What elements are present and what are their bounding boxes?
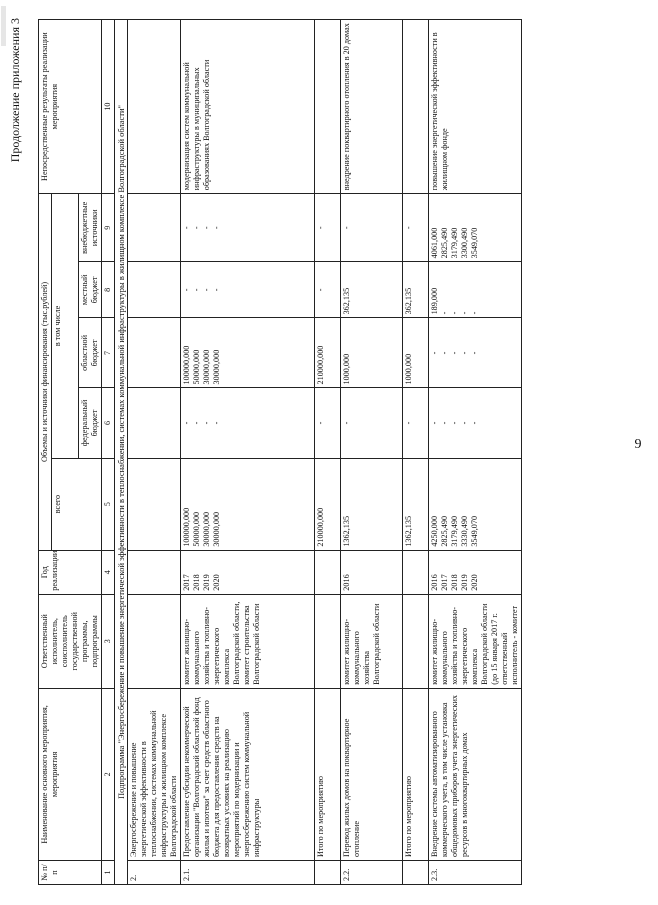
cell-total: 210000,000 [315,458,341,550]
cell-regional: 210000,000 [315,318,341,388]
header-extrabudget: внебюджетные источники [79,194,102,262]
header-funding: Объемы и источники финансирования (тыс.рублей) [39,194,52,550]
cell-local: - - - - [181,262,315,318]
cell-local [128,262,181,318]
cell-federal: - - - - [181,388,315,458]
header-name: Наименование основного мероприятия, мероприятия [39,688,102,860]
col-num: 8 [102,262,115,318]
cell-extrabudget: - [341,194,403,262]
header-regional: областной бюджет [79,318,102,388]
col-num: 4 [102,550,115,594]
cell-local: 362,135 [341,262,403,318]
table-row-total [315,20,341,885]
cell-name: Итого по мероприятию [403,688,429,860]
col-num: 5 [102,458,115,550]
cell-total [128,458,181,550]
cell-federal: - [341,388,403,458]
col-num: 6 [102,388,115,458]
col-num: 10 [102,20,115,194]
cell-year: 2016 [341,550,403,594]
header-no: № п/п [39,860,102,884]
cell-name: Энергосбережение и повышение энергетической эффективности в теплоснабжении, системах коммунальной инфраструктуры и жилищном комплексе Волгоградской области [128,688,181,860]
cell-federal [128,388,181,458]
cell-name: Внедрение системы автоматизированного коммерческого учета, в том числе установка общедомовых приборов учета энергетических ресурсов в многоквартирных домах [429,688,522,860]
cell-total: 100000,000 50000,000 30000,000 30000,000 [181,458,315,550]
header-total: всего [52,458,102,550]
header-result: Непосредственные результаты реализации мероприятия [39,20,102,194]
cell-name: Предоставление субсидии некоммерческой организации "Волгоградский областной фонд жилья и ипотеки" за счет средств областного бюджета для предоставления средств на возвратных условиях на реализацию мероприятий по модернизации и энергосбережению систем коммунальной инфраструктуры [181,688,315,860]
col-num: 9 [102,194,115,262]
cell-result [315,20,341,194]
corner-stamp [1,6,6,46]
cell-result [403,20,429,194]
header-federal: федеральный бюджет [79,388,102,458]
cell-executor: комитет жилищно-коммунального хозяйства и топливно-энергетического комплекса Волгоградской области (до 15 января 2017 г. ответственный исполнитель - комитет [429,594,522,688]
cell-no [403,860,429,884]
cell-name: Итого по мероприятию [315,688,341,860]
header-including: в том числе [52,194,79,458]
cell-year: 2017 2018 2019 2020 [181,550,315,594]
cell-total: 1362,135 [403,458,429,550]
cell-year: 2016 2017 2018 2019 2020 [429,550,522,594]
cell-year [315,550,341,594]
cell-name: Перевод жилых домов на поквартирное отопление [341,688,403,860]
cell-extrabudget: - [403,194,429,262]
cell-federal: - - - - - [429,388,522,458]
cell-executor: комитет жилищно-коммунального хозяйства и топливно-энергетического комплекса Волгоградской области, комитет строительства Волгоградской области [181,594,315,688]
table-row [341,20,403,885]
cell-total: 4250,000 2825,490 3179,490 3330,490 3549,070 [429,458,522,550]
cell-executor: комитет жилищно-коммунального хозяйства Волгоградской области [341,594,403,688]
cell-result [128,20,181,194]
cell-local: 362,135 [403,262,429,318]
cell-regional [128,318,181,388]
cell-no: 2. [128,860,181,884]
cell-result: внедрение поквартирного отопления в 20 домах [341,20,403,194]
cell-executor [315,594,341,688]
cell-year [403,550,429,594]
cell-regional: 1000,000 [341,318,403,388]
cell-regional: 100000,000 50000,000 30000,000 30000,000 [181,318,315,388]
cell-executor [403,594,429,688]
table-row [128,20,181,885]
cell-no: 2.1. [181,860,315,884]
subprogram-row [115,20,128,885]
col-num: 1 [102,860,115,884]
subprogram-title: Подпрограмма "Энергосбережение и повышение энергетической эффективности в теплоснабжении, системах коммунальной инфраструктуры в жилищном комплексе Волгоградской области" [115,20,128,885]
col-num: 7 [102,318,115,388]
col-num: 2 [102,688,115,860]
page-number: 9 [634,437,642,452]
cell-federal: - [403,388,429,458]
cell-extrabudget [128,194,181,262]
cell-extrabudget: - [315,194,341,262]
header-year: Год реализации [39,550,102,594]
cell-regional: - - - - - [429,318,522,388]
cell-regional: 1000,000 [403,318,429,388]
cell-result: повышение энергетической эффективности в жилищном фонде [429,20,522,194]
table-row-total [403,20,429,885]
cell-local: 189,000 - - - - [429,262,522,318]
cell-no [315,860,341,884]
appendix-label: Продолжение приложения 3 [8,18,22,163]
table-row [429,20,522,885]
cell-executor [128,594,181,688]
cell-total: 1362,135 [341,458,403,550]
program-table [38,19,522,885]
cell-federal: - [315,388,341,458]
header-local: местный бюджет [79,262,102,318]
cell-extrabudget: 4061,000 2825,490 3179,490 3300,490 3549,070 [429,194,522,262]
header-row-1 [39,20,52,885]
cell-local: - [315,262,341,318]
header-executor: Ответственный исполнитель, соисполнитель государственной программы, подпрограммы [39,594,102,688]
cell-extrabudget: - - - - [181,194,315,262]
cell-year [128,550,181,594]
cell-result: модернизация систем коммунальной инфраструктуры в муниципальных образованиях Волгоградской области [181,20,315,194]
column-number-row [102,20,115,885]
col-num: 3 [102,594,115,688]
cell-no: 2.3. [429,860,522,884]
cell-no: 2.2. [341,860,403,884]
table-row [181,20,315,885]
